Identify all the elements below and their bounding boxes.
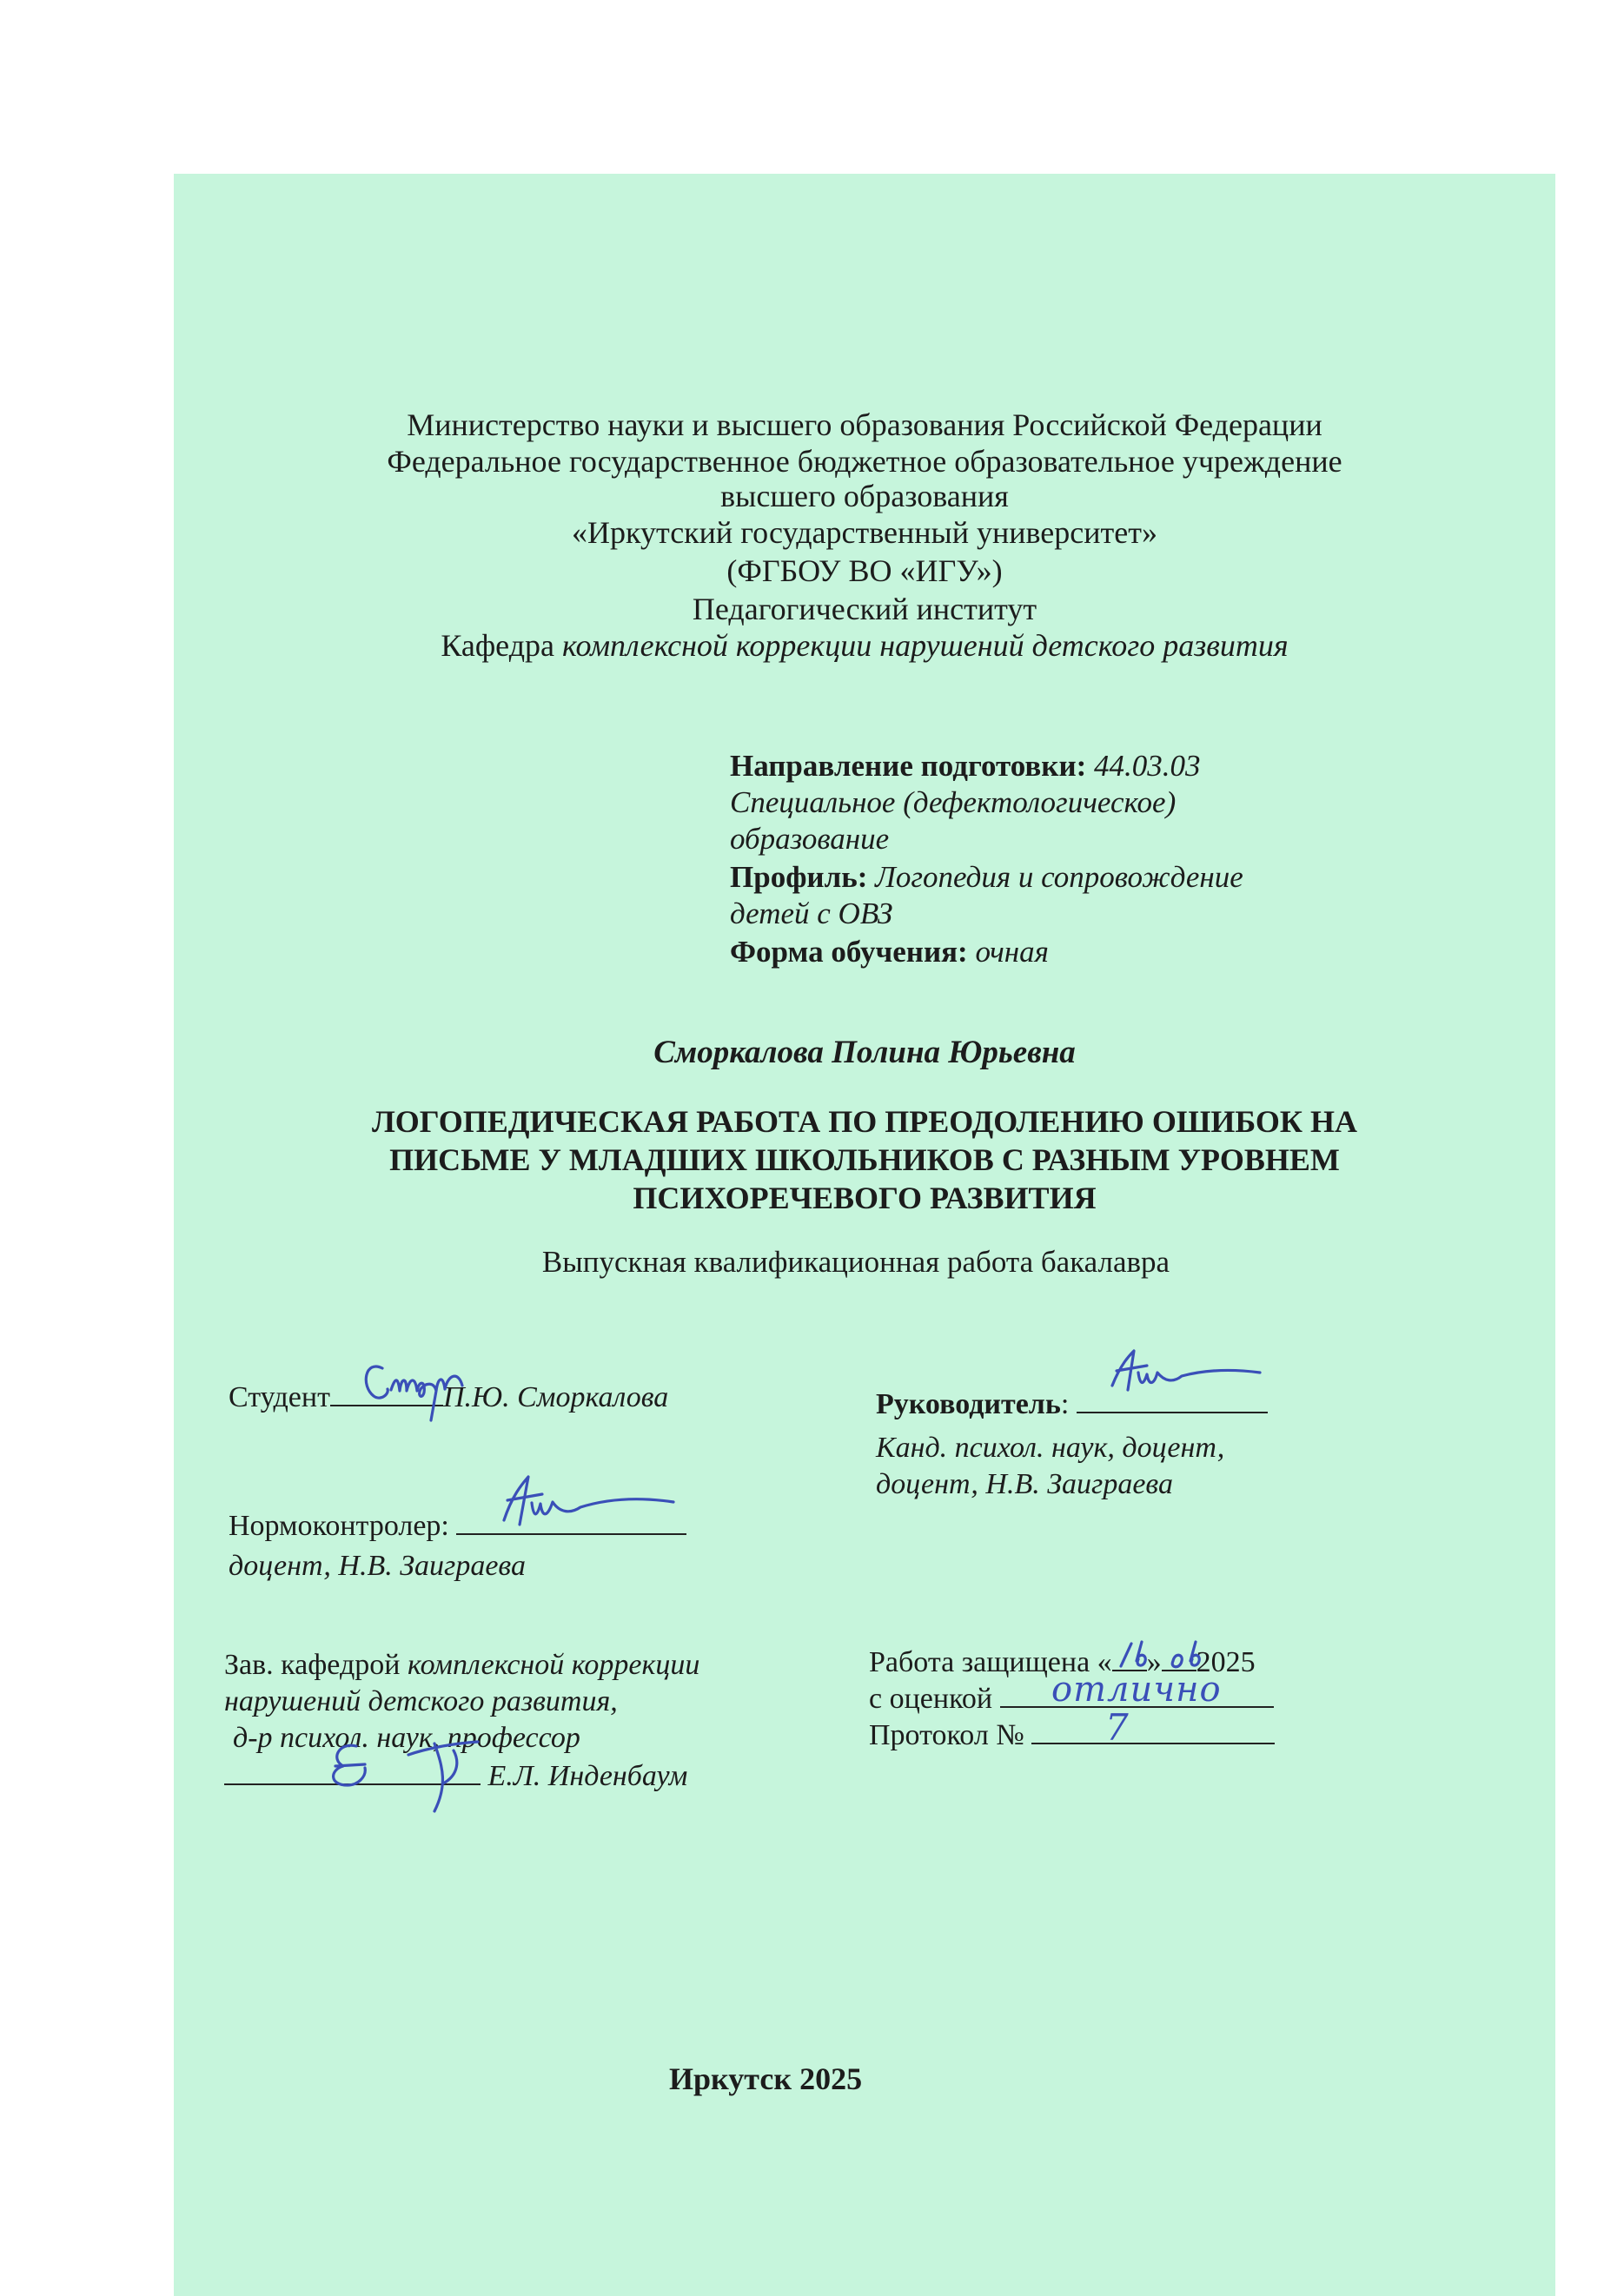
direction-name-2: образование — [730, 822, 890, 856]
grade-label: с оценкой — [869, 1683, 993, 1715]
university-name: «Иркутский государственный университет» — [572, 515, 1157, 550]
direction-code: 44.03.03 — [1094, 749, 1201, 783]
defended-year: 2025 — [1196, 1646, 1256, 1678]
student-label: Студент — [229, 1381, 330, 1413]
profile-value-1: Логопедия и сопровождение — [875, 860, 1243, 894]
head-signature — [304, 1716, 530, 1820]
head-department-1: комплексной коррекции — [407, 1649, 700, 1681]
protocol-value: 7 — [1105, 1706, 1129, 1749]
institution-line-1: Федеральное государственное бюджетное образовательное учреждение — [387, 444, 1342, 479]
protocol-underline — [1031, 1743, 1275, 1744]
thesis-title-line-3: ПСИХОРЕЧЕВОГО РАЗВИТИЯ — [633, 1181, 1097, 1215]
institute-name: Педагогический институт — [692, 592, 1037, 626]
normcontrol-signature — [478, 1472, 678, 1542]
study-form-value: очная — [975, 935, 1049, 969]
head-name: Е.Л. Инденбаум — [487, 1760, 688, 1792]
thesis-title-line-1: ЛОГОПЕДИЧЕСКАЯ РАБОТА ПО ПРЕОДОЛЕНИЮ ОШИБОК НА — [371, 1104, 1358, 1139]
protocol-line — [869, 1719, 1275, 1752]
normcontrol-name: доцент, Н.В. Заиграева — [229, 1550, 526, 1582]
student-signature — [356, 1351, 478, 1429]
university-abbreviation: (ФГБОУ ВО «ИГУ») — [726, 553, 1003, 588]
student-name: П.Ю. Сморкалова — [442, 1381, 669, 1413]
study-form-line — [730, 935, 1049, 969]
profile-line — [730, 860, 1243, 895]
head-line-1 — [224, 1649, 699, 1682]
title-page — [174, 174, 1555, 2296]
ministry-line: Министерство науки и высшего образования Российской Федерации — [407, 407, 1322, 442]
supervisor-label: Руководитель — [876, 1388, 1061, 1420]
defended-prefix: Работа защищена « — [869, 1646, 1112, 1678]
direction-line — [730, 749, 1201, 784]
department-name: комплексной коррекции нарушений детского развития — [561, 628, 1289, 663]
protocol-label: Протокол № — [869, 1719, 1024, 1751]
work-type: Выпускная квалификационная работа бакалавра — [541, 1245, 1170, 1279]
supervisor-signature-line — [1077, 1412, 1268, 1413]
direction-name-1: Специальное (дефектологическое) — [730, 785, 1177, 819]
supervisor-signature — [1095, 1347, 1269, 1407]
department-prefix: Кафедра — [441, 628, 554, 663]
head-degree: д-р психол. наук, профессор — [233, 1722, 580, 1754]
normcontrol-label: Нормоконтролер: — [229, 1510, 449, 1542]
study-form-label: Форма обучения: — [730, 935, 968, 969]
head-department-2: нарушений детского развития, — [224, 1685, 618, 1717]
defended-line: Работа защищена « » 2025 — [869, 1646, 1256, 1678]
head-label: Зав. кафедрой — [224, 1649, 401, 1681]
supervisor-line: Руководитель: — [876, 1388, 1268, 1421]
profile-value-2: детей с ОВЗ — [730, 897, 893, 930]
supervisor-title-1: Канд. психол. наук, доцент, — [876, 1432, 1225, 1464]
city-year: Иркутск 2025 — [669, 2061, 863, 2096]
direction-label: Направление подготовки: — [730, 749, 1087, 783]
grade-value: отлично — [1051, 1670, 1222, 1710]
supervisor-title-2: доцент, Н.В. Заиграева — [876, 1468, 1173, 1500]
department-line — [174, 627, 1555, 664]
institution-line-2: высшего образования — [720, 479, 1009, 513]
profile-label: Профиль: — [730, 860, 868, 894]
author-name: Сморкалова Полина Юрьевна — [653, 1035, 1076, 1070]
thesis-title-line-2: ПИСЬМЕ У МЛАДШИХ ШКОЛЬНИКОВ С РАЗНЫМ УРОВНЕМ — [389, 1142, 1340, 1177]
